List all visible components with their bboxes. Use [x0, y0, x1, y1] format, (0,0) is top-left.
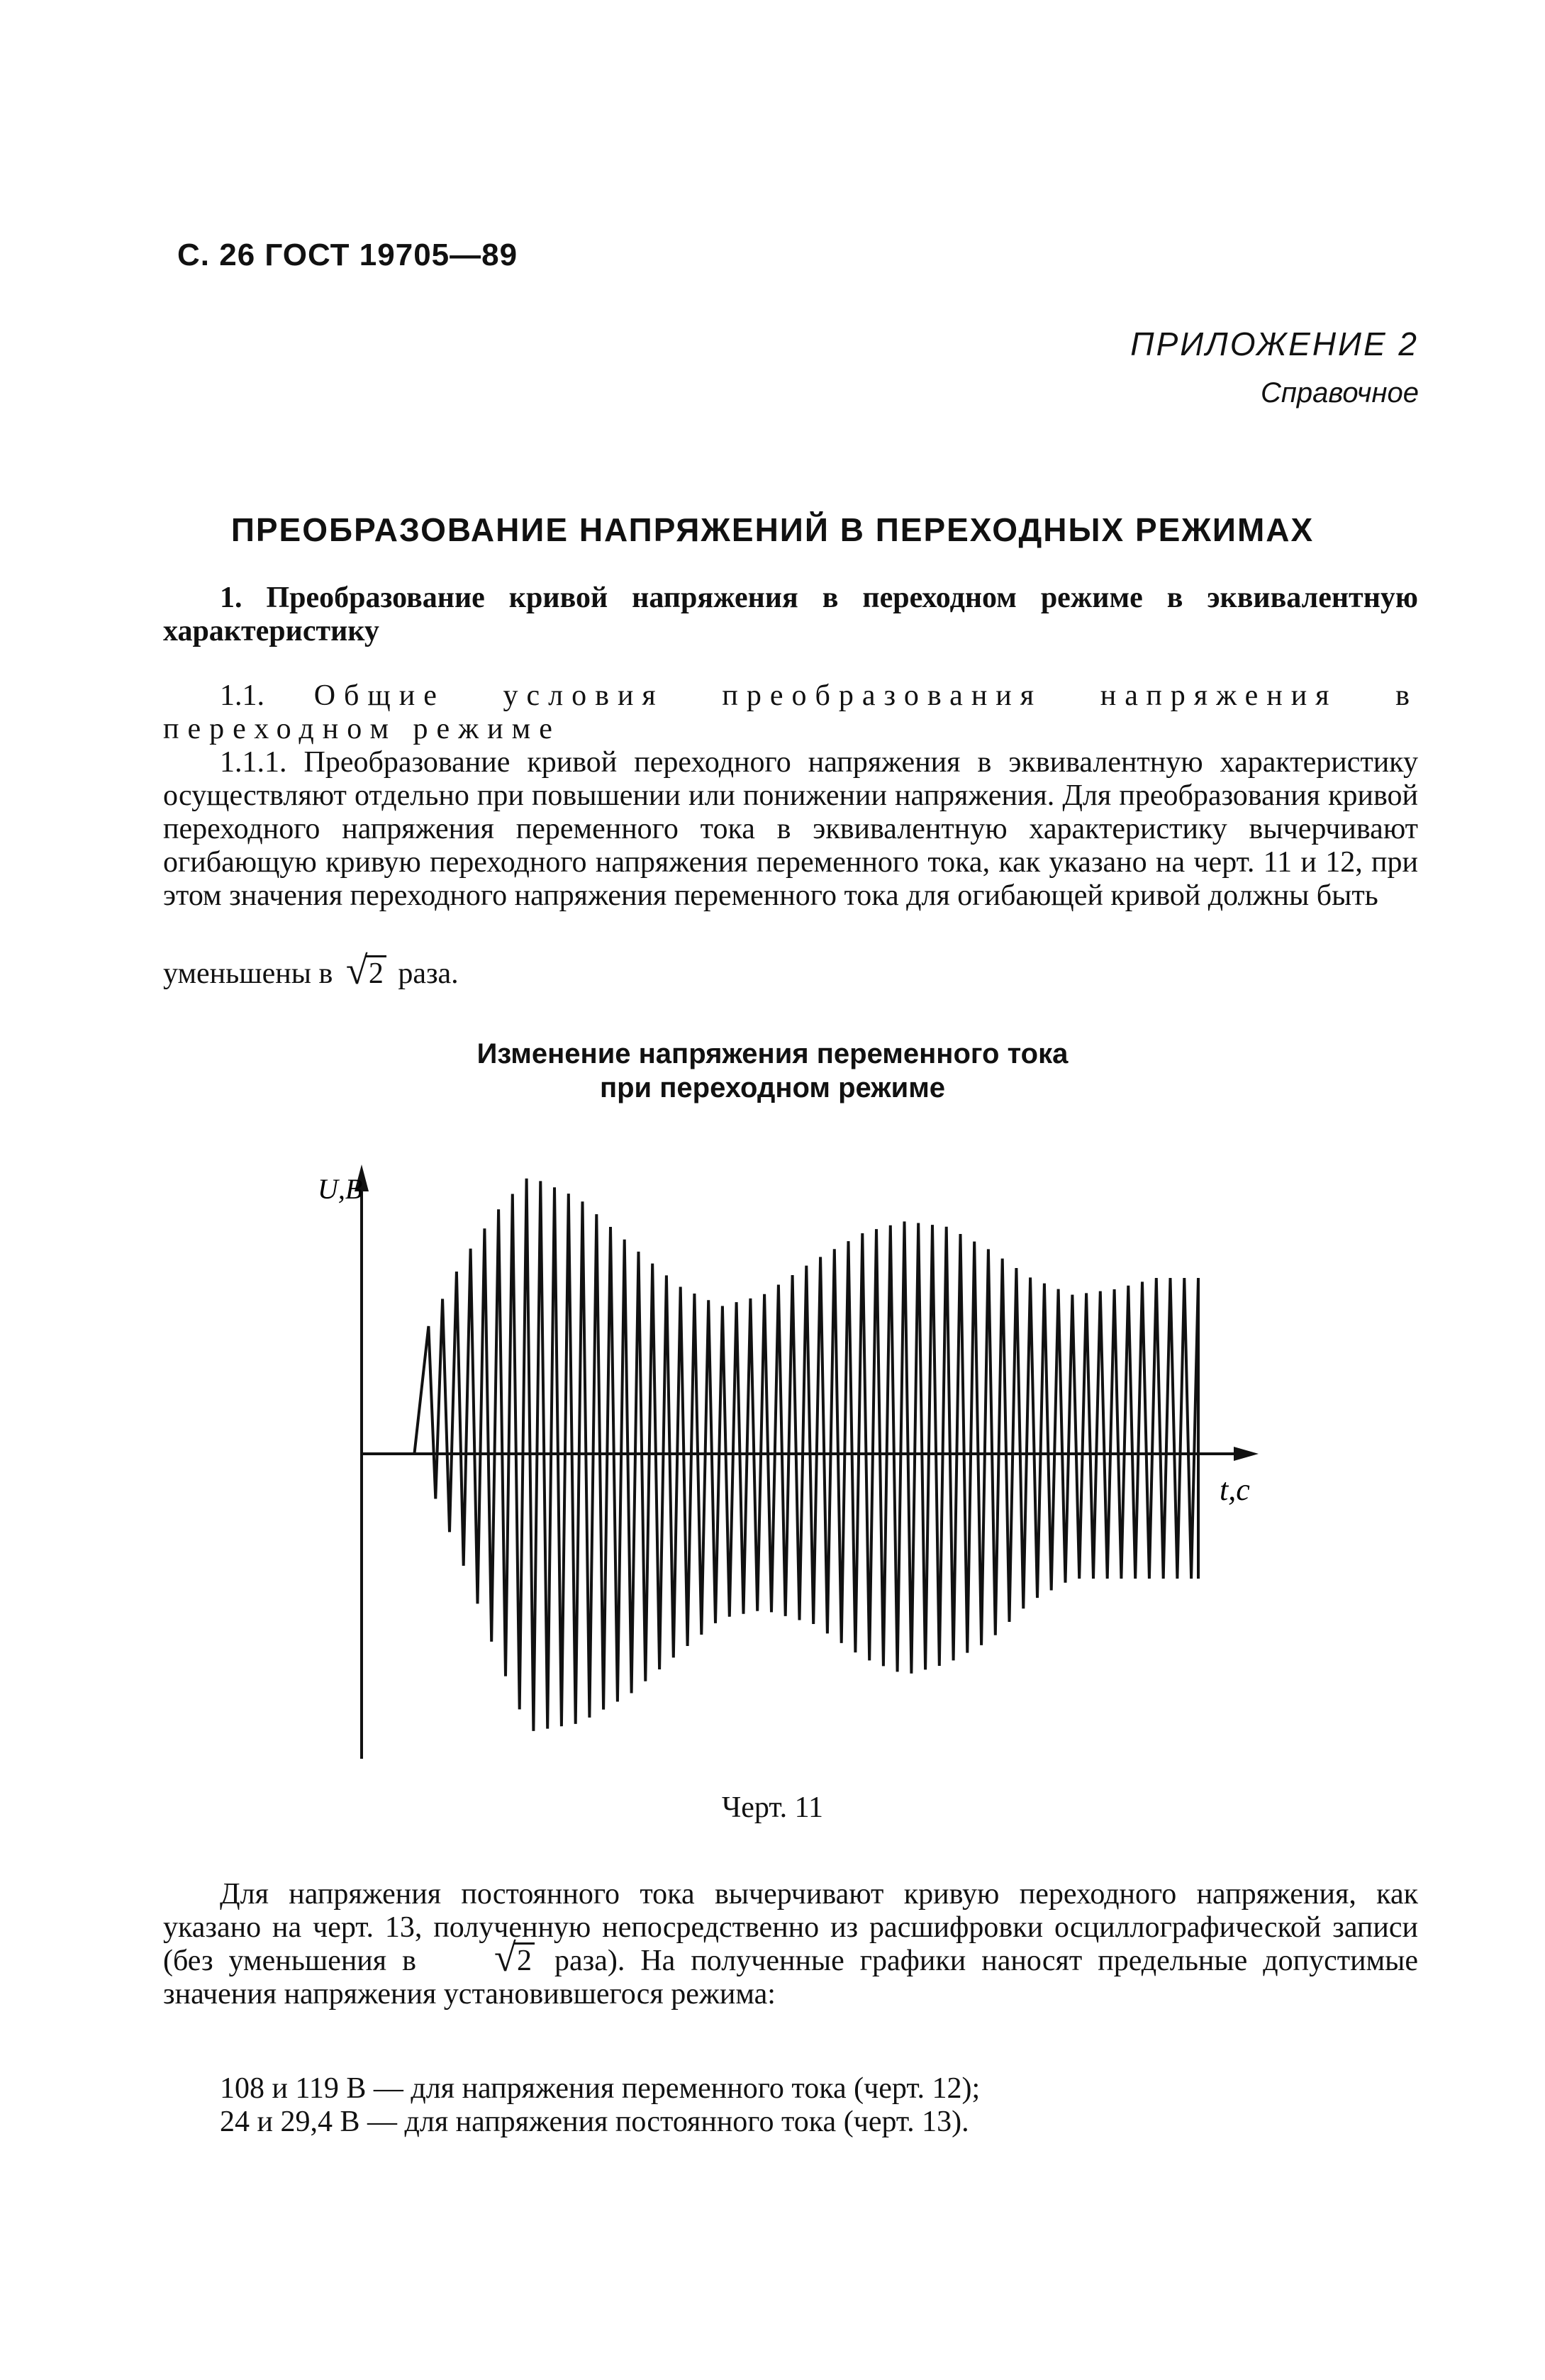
page-number: С. 26: [177, 238, 256, 272]
sqrt-radicand: 2: [366, 955, 386, 990]
x-axis-label: t,c: [1220, 1472, 1250, 1507]
section-1-heading: 1. Преобразование кривой напряжения в переходном режиме в эквивалентную характеристику: [163, 582, 1418, 647]
figure-caption: Черт. 11: [721, 1791, 824, 1824]
chart-title: [0, 1037, 1545, 1105]
appendix-block: [1130, 325, 1419, 409]
x-axis-arrow: [1234, 1447, 1259, 1461]
paragraph-1-1-1: 1.1.1. Преобразование кривой переходного напряжения в эквивалентную характеристику осуществляют отдельно при повышении или понижении напряжения. Для преобразования кривой переходного напряжения переменного тока в эквивалентную характеристику вычерчивают огибающую кривую переходного напряжения переменного тока, как указано на черт. 11 и 12, при этом значения переходного напряжения переменного тока для огибающей кривой должны быть: [163, 746, 1418, 912]
tail-before: уменьшены в: [163, 957, 333, 990]
paragraph-1-1-1-tail: [163, 957, 1418, 991]
sqrt-symbol-2: [437, 1945, 535, 1978]
standard-number: ГОСТ 19705—89: [264, 238, 518, 272]
paragraph-2-part-2: раза). На полученные графики наносят предельные допустимые значения напряжения установившегося режима:: [163, 1945, 1419, 2011]
list-item: 24 и 29,4 В — для напряжения постоянного тока (черт. 13).: [220, 2106, 969, 2138]
sqrt-radicand-2: 2: [514, 1942, 535, 1977]
chart-title-line-1: Изменение напряжения переменного тока: [476, 1038, 1069, 1069]
section-1-1-heading: [163, 679, 1418, 746]
tail-after: раза.: [398, 957, 459, 990]
paragraph-2: [163, 1878, 1418, 2011]
appendix-label: ПРИЛОЖЕНИЕ 2: [1130, 326, 1419, 362]
limit-list: [163, 2072, 1418, 2139]
chart-title-line-2: при переходном режиме: [599, 1072, 946, 1103]
appendix-type: Справочное: [1260, 377, 1419, 408]
paragraph-2-part-1: Для напряжения постоянного тока вычерчивают кривую переходного напряжения, как указано на черт. 13, полученную непосредственно из расшифровки осциллографической записи (без уменьшения в: [163, 1878, 1418, 1977]
page-header: [177, 238, 518, 273]
y-axis-label: U,B: [318, 1173, 363, 1205]
voltage-chart: [269, 1149, 1305, 1773]
section-1-1-text: Общие условия преобразования напряжения в переходном режиме: [163, 679, 1419, 745]
document-title: ПРЕОБРАЗОВАНИЕ НАПРЯЖЕНИЙ В ПЕРЕХОДНЫХ РЕЖИМАХ: [230, 511, 1315, 548]
list-item: 108 и 119 В — для напряжения переменного тока (черт. 12);: [220, 2072, 981, 2105]
sqrt-symbol: [346, 957, 386, 991]
section-1-1-number: 1.1.: [220, 679, 264, 712]
